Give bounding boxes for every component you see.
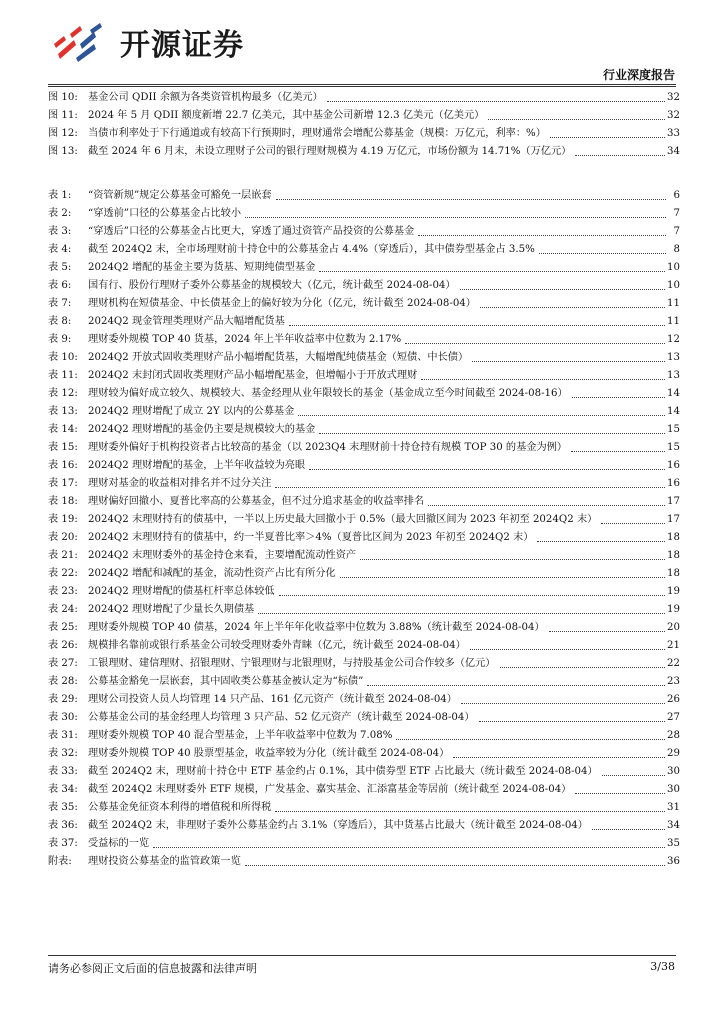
table-entry-page: 16 [667,478,680,489]
dot-leader [550,137,665,138]
header-divider [48,84,676,85]
table-entry-page: 13 [667,370,680,381]
table-entry[interactable] [48,691,680,709]
table-entry-title: 工银理财、建信理财、招银理财、宁银理财与北银理财，与持股基金公司合作较多（亿元） [88,658,496,669]
table-entry-page: 29 [667,748,680,759]
table-entry-number: 表 31: [48,730,78,741]
dot-leader [340,577,665,578]
table-entry-title: 理财机构在短债基金、中长债基金上的偏好较为分化（亿元，统计截至 2024-08-04） [88,298,476,309]
table-entry[interactable] [48,475,680,493]
table-entry-number: 附表: [48,856,72,867]
table-entry[interactable] [48,277,680,295]
table-entry[interactable] [48,745,680,763]
header-divider-secondary [48,86,676,87]
table-entry-page: 11 [667,298,680,309]
table-entry-number: 表 33: [48,766,78,777]
table-entry-page: 21 [667,640,680,651]
table-entry[interactable] [48,853,680,871]
table-entry-number: 表 27: [48,658,78,669]
table-entry-number: 表 7: [48,298,72,309]
table-entry[interactable] [48,367,680,385]
page-number: 3/38 [650,960,675,973]
table-entry-title: 国有行、股份行理财子委外公募基金的规模较大（亿元，统计截至 2024-08-04） [88,280,456,291]
dot-leader [276,199,666,200]
table-entry-title: 截至 2024Q2 末，理财前十持仓中 ETF 基金约占 0.1%，其中债券型 ETF 占比最大（统计截至 2024-08-04） [88,766,598,777]
table-entry-page: 34 [667,820,680,831]
dot-leader [418,235,666,236]
dot-leader [319,433,665,434]
table-entry-title: 2024Q2 理财增配的基金仍主要是规模较大的基金 [88,424,316,435]
table-entry-page: 22 [667,658,680,669]
table-entry-title: 规模排名靠前或银行系基金公司较受理财委外青睐（亿元，统计截至 2024-08-04） [88,640,466,651]
table-entry[interactable] [48,547,680,565]
figure-entry[interactable] [48,125,680,143]
table-entry-title: 理财委外规模 TOP 40 混合型基金，上半年收益率中位数为 7.08% [88,730,393,741]
table-entry[interactable] [48,529,680,547]
table-entry-number: 表 34: [48,784,78,795]
figure-entry-number: 图 13: [48,146,78,157]
dot-leader [153,847,665,848]
kaiyuan-logo-icon [50,22,112,62]
table-entry-title: 2024Q2 末理财持有的债基中，约一半夏普比率＞4%（夏普比区间为 2023 年初至 2024Q2 末） [88,532,534,543]
table-entry-number: 表 19: [48,514,78,525]
table-entry-title: 2024Q2 增配和减配的基金，流动性资产占比有所分化 [88,568,336,579]
dot-leader [460,289,665,290]
table-entry-page: 30 [667,784,680,795]
table-entry[interactable] [48,313,680,331]
table-entry-title: 公募基金公司的基金经理人均管理 3 只产品、52 亿元资产（统计截至 2024-08-04） [88,712,475,723]
table-entry-title: 理财委外规模 TOP 40 股票型基金，收益率较为分化（统计截至 2024-08-04） [88,748,450,759]
table-entry-page: 36 [667,856,680,867]
figure-entry-title: 基金公司 QDII 余额为各类资管机构最多（亿美元） [88,92,323,103]
table-entry-number: 表 22: [48,568,78,579]
table-entry-title: 2024Q2 末理财委外的基金持仓来看，主要增配流动性资产 [88,550,357,561]
table-entry-page: 12 [667,334,680,345]
table-entry-title: 理财委外偏好于机构投资者占比较高的基金（以 2023Q4 末理财前十持仓持有规模 TOP 30 的基金为例） [88,442,568,453]
table-entry-title: 2024Q2 末封闭式固收类理财产品小幅增配基金，但增幅小于开放式理财 [88,370,418,381]
table-entry-number: 表 28: [48,676,78,687]
table-entry-number: 表 17: [48,478,78,489]
table-entry-title: 2024Q2 增配的基金主要为货基、短期纯债型基金 [88,262,316,273]
table-entry[interactable] [48,619,680,637]
table-entry-title: 2024Q2 现金管理类理财产品大幅增配货基 [88,316,285,327]
dot-leader [479,721,665,722]
dot-leader [572,397,665,398]
table-entry-page: 8 [673,244,680,255]
table-entry-page: 20 [667,622,680,633]
table-entry-number: 表 12: [48,388,78,399]
figure-entry-title: 截至 2024 年 6 月末，未设立理财子公司的银行理财规模为 4.19 万亿元，市场份额为 14.71%（万亿元） [88,146,572,157]
dot-leader [279,595,665,596]
table-entry[interactable] [48,835,680,853]
dot-leader [461,703,665,704]
table-entry-number: 表 26: [48,640,78,651]
table-entry-page: 28 [667,730,680,741]
dot-leader [575,793,665,794]
table-entry-title: 理财委外规模 TOP 40 货基，2024 年上半年收益率中位数为 2.17% [88,334,402,345]
figure-entry-page: 33 [667,128,680,139]
table-entry-page: 7 [673,226,680,237]
table-entry[interactable] [48,331,680,349]
table-entry[interactable] [48,457,680,475]
table-entry-number: 表 5: [48,262,72,273]
table-entry-title: 公募基金豁免一层嵌套，其中固收类公募基金被认定为“标债” [88,676,364,687]
table-entry-number: 表 4: [48,244,72,255]
table-entry[interactable] [48,637,680,655]
dot-leader [488,119,665,120]
table-entry-number: 表 15: [48,442,78,453]
table-entry-title: 理财偏好回撤小、夏普比率高的公募基金，但不过分追求基金的收益率排名 [88,496,425,507]
dot-leader [602,775,665,776]
table-entry-title: 理财对基金的收益相对排名并不过分关注 [88,478,272,489]
dot-leader [275,811,665,812]
table-entry-number: 表 1: [48,190,72,201]
logo-text: 开源证券 [120,28,244,63]
table-entry-title: 公募基金免征资本利得的增值税和所得税 [88,802,272,813]
table-entry-page: 18 [667,568,680,579]
table-entry-page: 10 [667,280,680,291]
table-entry-number: 表 18: [48,496,78,507]
table-entry-page: 16 [667,460,680,471]
dot-leader [428,505,665,506]
table-entry-number: 表 25: [48,622,78,633]
dot-leader [453,757,665,758]
table-entry-title: 2024Q2 理财增配了少量长久期债基 [88,604,255,615]
table-entry[interactable] [48,385,680,403]
dot-leader [571,451,665,452]
table-entry-title: 理财公司投资人员人均管理 14 只产品、161 亿元资产（统计截至 2024-08-04） [88,694,457,705]
dot-leader [289,325,665,326]
figure-entry[interactable] [48,107,680,125]
table-entry[interactable] [48,763,680,781]
table-entry-number: 表 32: [48,748,78,759]
dot-leader [549,631,665,632]
dot-leader [405,343,665,344]
table-entry-title: 理财较为偏好成立较久、规模较大、基金经理从业年限较长的基金（基金成立至今时间截至 2024-08-16） [88,388,568,399]
dot-leader [275,487,665,488]
dot-leader [500,667,666,668]
dot-leader [601,523,665,524]
table-entry[interactable] [48,817,680,835]
dot-leader [360,559,665,560]
table-entry-number: 表 9: [48,334,72,345]
table-entry-number: 表 10: [48,352,78,363]
footer-divider [48,955,676,956]
dot-leader [245,217,666,218]
table-entry-number: 表 23: [48,586,78,597]
dot-leader [539,253,666,254]
table-entry-page: 15 [667,442,680,453]
table-entry-title: 截至 2024Q2 末，全市场理财前十持仓中的公募基金占 4.4%（穿透后），其中债券型基金占 3.5% [88,244,535,255]
table-entry-number: 表 35: [48,802,78,813]
table-entry-number: 表 13: [48,406,78,417]
table-entry-title: 理财投资公募基金的监管政策一览 [88,856,241,867]
table-entry-title: “穿透后”口径的公募基金占比更大，穿透了通过资管产品投资的公募基金 [88,226,415,237]
table-entry-number: 表 30: [48,712,78,723]
table-entry-number: 表 37: [48,838,78,849]
table-entry-page: 30 [667,766,680,777]
figure-entry-title: 当债市利率处于下行通道或有较高下行预期时，理财通常会增配公募基金（规模：万亿元，利率：%） [88,128,546,139]
page-header [0,0,724,90]
table-entry-number: 表 16: [48,460,78,471]
table-entry[interactable] [48,295,680,313]
table-entry-title: 2024Q2 开放式固收类理财产品小幅增配货基，大幅增配纯债基金（短债、中长债） [88,352,469,363]
table-entry-number: 表 21: [48,550,78,561]
table-entry[interactable] [48,781,680,799]
table-entry-page: 31 [667,802,680,813]
table-entry-number: 表 14: [48,424,78,435]
table-entry-number: 表 36: [48,820,78,831]
table-list [48,187,680,871]
report-type-label: 行业深度报告 [602,68,675,82]
table-entry[interactable] [48,421,680,439]
table-entry-number: 表 6: [48,280,72,291]
table-entry-page: 18 [667,550,680,561]
dot-leader [396,739,665,740]
table-entry-number: 表 29: [48,694,78,705]
figure-entry-number: 图 12: [48,128,78,139]
table-entry[interactable] [48,223,680,241]
table-entry-page: 18 [667,532,680,543]
table-entry[interactable] [48,439,680,457]
table-entry-title: “穿透前”口径的公募基金占比较小 [88,208,242,219]
table-entry[interactable] [48,403,680,421]
table-entry-page: 10 [667,262,680,273]
table-entry-title: 受益标的一览 [88,838,150,849]
table-entry[interactable] [48,655,680,673]
table-entry[interactable] [48,601,680,619]
figure-entry[interactable] [48,143,680,161]
table-entry[interactable] [48,187,680,205]
table-entry-page: 14 [667,406,680,417]
table-entry-number: 表 11: [48,370,78,381]
table-entry[interactable] [48,493,680,511]
table-entry-page: 23 [667,676,680,687]
table-entry[interactable] [48,799,680,817]
table-entry-number: 表 24: [48,604,78,615]
table-entry[interactable] [48,727,680,745]
dot-leader [309,469,665,470]
dot-leader [472,361,665,362]
figure-entry-page: 32 [667,92,680,103]
dot-leader [258,613,665,614]
dot-leader [245,865,665,866]
table-entry-page: 26 [667,694,680,705]
table-entry[interactable] [48,241,680,259]
table-entry[interactable] [48,583,680,601]
figure-entry-number: 图 10: [48,92,78,103]
table-entry-page: 35 [667,838,680,849]
dot-leader [298,415,665,416]
dot-leader [537,541,665,542]
figure-list [48,89,680,161]
table-entry[interactable] [48,205,680,223]
table-entry-page: 6 [673,190,680,201]
table-entry-page: 13 [667,352,680,363]
footer-disclaimer: 请务必参阅正文后面的信息披露和法律声明 [48,962,257,975]
table-entry-page: 7 [673,208,680,219]
dot-leader [327,101,665,102]
table-entry[interactable] [48,673,680,691]
table-entry-page: 19 [667,604,680,615]
table-entry-number: 表 20: [48,532,78,543]
dot-leader [575,155,665,156]
table-entry-title: 理财委外规模 TOP 40 债基，2024 年上半年年化收益率中位数为 3.88%（统计截至 2024-08-04） [88,622,545,633]
table-entry[interactable] [48,511,680,529]
table-entry-number: 表 3: [48,226,72,237]
figure-entry[interactable] [48,89,680,107]
table-entry-title: 2024Q2 理财增配了成立 2Y 以内的公募基金 [88,406,295,417]
table-entry-number: 表 2: [48,208,72,219]
table-entry-title: 截至 2024Q2 末理财委外 ETF 规模，广发基金、嘉实基金、汇添富基金等居前（统计截至 2024-08-04） [88,784,572,795]
brand-logo [50,20,244,64]
figure-entry-page: 34 [667,146,680,157]
table-entry-title: 2024Q2 理财增配的债基杠杆率总体较低 [88,586,275,597]
table-entry-page: 27 [667,712,680,723]
table-entry[interactable] [48,259,680,277]
table-entry-page: 19 [667,586,680,597]
table-entry-number: 表 8: [48,316,72,327]
table-entry-title: 2024Q2 理财增配的基金，上半年收益较为亮眼 [88,460,306,471]
table-entry-page: 17 [667,496,680,507]
table-entry[interactable] [48,565,680,583]
figure-entry-page: 32 [667,110,680,121]
table-entry-page: 15 [667,424,680,435]
table-entry[interactable] [48,349,680,367]
table-entry-page: 14 [667,388,680,399]
figure-entry-title: 2024 年 5 月 QDII 额度新增 22.7 亿美元，其中基金公司新增 12.3 亿美元（亿美元） [88,110,485,121]
table-entry[interactable] [48,709,680,727]
table-entry-title: 截至 2024Q2 末，非理财子委外公募基金约占 3.1%（穿透后），其中货基占比最大（统计截至 2024-08-04） [88,820,588,831]
table-entry-title: “资管新规”规定公募基金可豁免一层嵌套 [88,190,272,201]
dot-leader [421,379,665,380]
table-entry-title: 2024Q2 末理财持有的债基中，一半以上历史最大回撤小于 0.5%（最大回撤区间为 2023 年初至 2024Q2 末） [88,514,598,525]
table-entry-page: 17 [667,514,680,525]
dot-leader [319,271,665,272]
dot-leader [480,307,665,308]
table-entry-page: 11 [667,316,680,327]
figure-entry-number: 图 11: [48,110,78,121]
dot-leader [470,649,665,650]
dot-leader [367,685,665,686]
dot-leader [592,829,665,830]
